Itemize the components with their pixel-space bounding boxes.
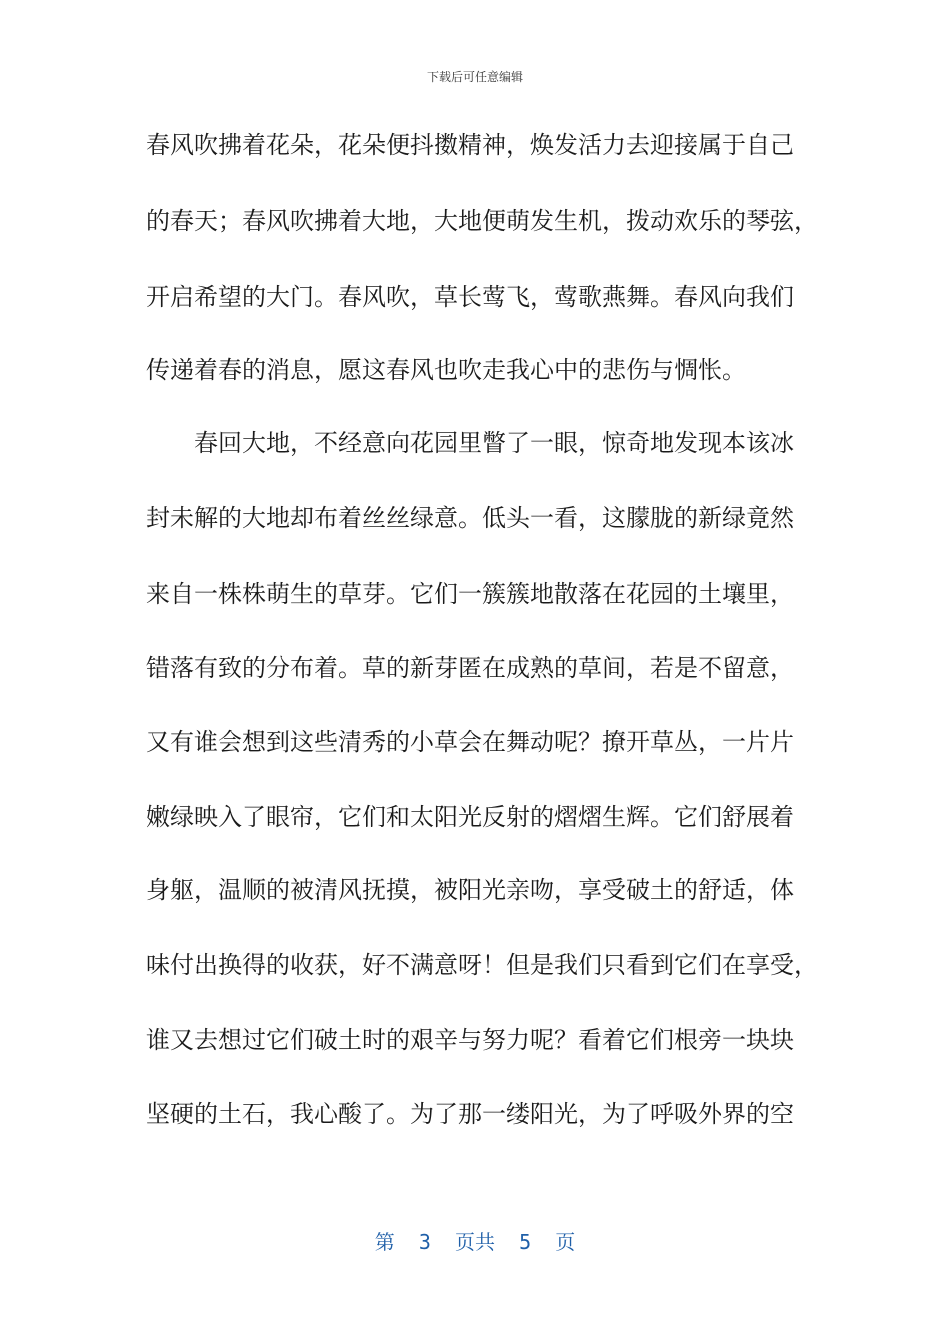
text-line: 春回大地，不经意向花园里瞥了一眼，惊奇地发现本该冰 [146, 429, 794, 457]
text-line: 春风吹拂着花朵，花朵便抖擞精神，焕发活力去迎接属于自己 [146, 131, 794, 159]
text-line: 嫩绿映入了眼帘，它们和太阳光反射的熠熠生辉。它们舒展着 [146, 803, 794, 831]
text-line: 封未解的大地却布着丝丝绿意。低头一看，这朦胧的新绿竟然 [146, 504, 794, 532]
text-line: 错落有致的分布着。草的新芽匿在成熟的草间，若是不留意， [146, 654, 794, 682]
text-line: 身躯，温顺的被清风抚摸，被阳光亲吻，享受破土的舒适，体 [146, 876, 794, 904]
text-line: 来自一株株萌生的草芽。它们一簇簇地散落在花园的土壤里， [146, 580, 794, 608]
page-header: 下载后可任意编辑 [426, 70, 523, 84]
page-number: 第 3 页共 5 页 [374, 1230, 576, 1254]
text-line: 谁又去想过它们破土时的艰辛与努力呢？看着它们根旁一块块 [146, 1026, 794, 1054]
text-line: 味付出换得的收获，好不满意呀！但是我们只看到它们在享受， [146, 951, 818, 979]
text-line: 又有谁会想到这些清秀的小草会在舞动呢？撩开草丛，一片片 [146, 728, 794, 756]
text-line: 开启希望的大门。春风吹，草长莺飞，莺歌燕舞。春风向我们 [146, 283, 794, 311]
text-line: 坚硬的土石，我心酸了。为了那一缕阳光，为了呼吸外界的空 [146, 1100, 794, 1128]
text-line: 的春天；春风吹拂着大地，大地便萌发生机，拨动欢乐的琴弦， [146, 207, 818, 235]
text-line: 传递着春的消息，愿这春风也吹走我心中的悲伤与惆怅。 [146, 356, 746, 384]
